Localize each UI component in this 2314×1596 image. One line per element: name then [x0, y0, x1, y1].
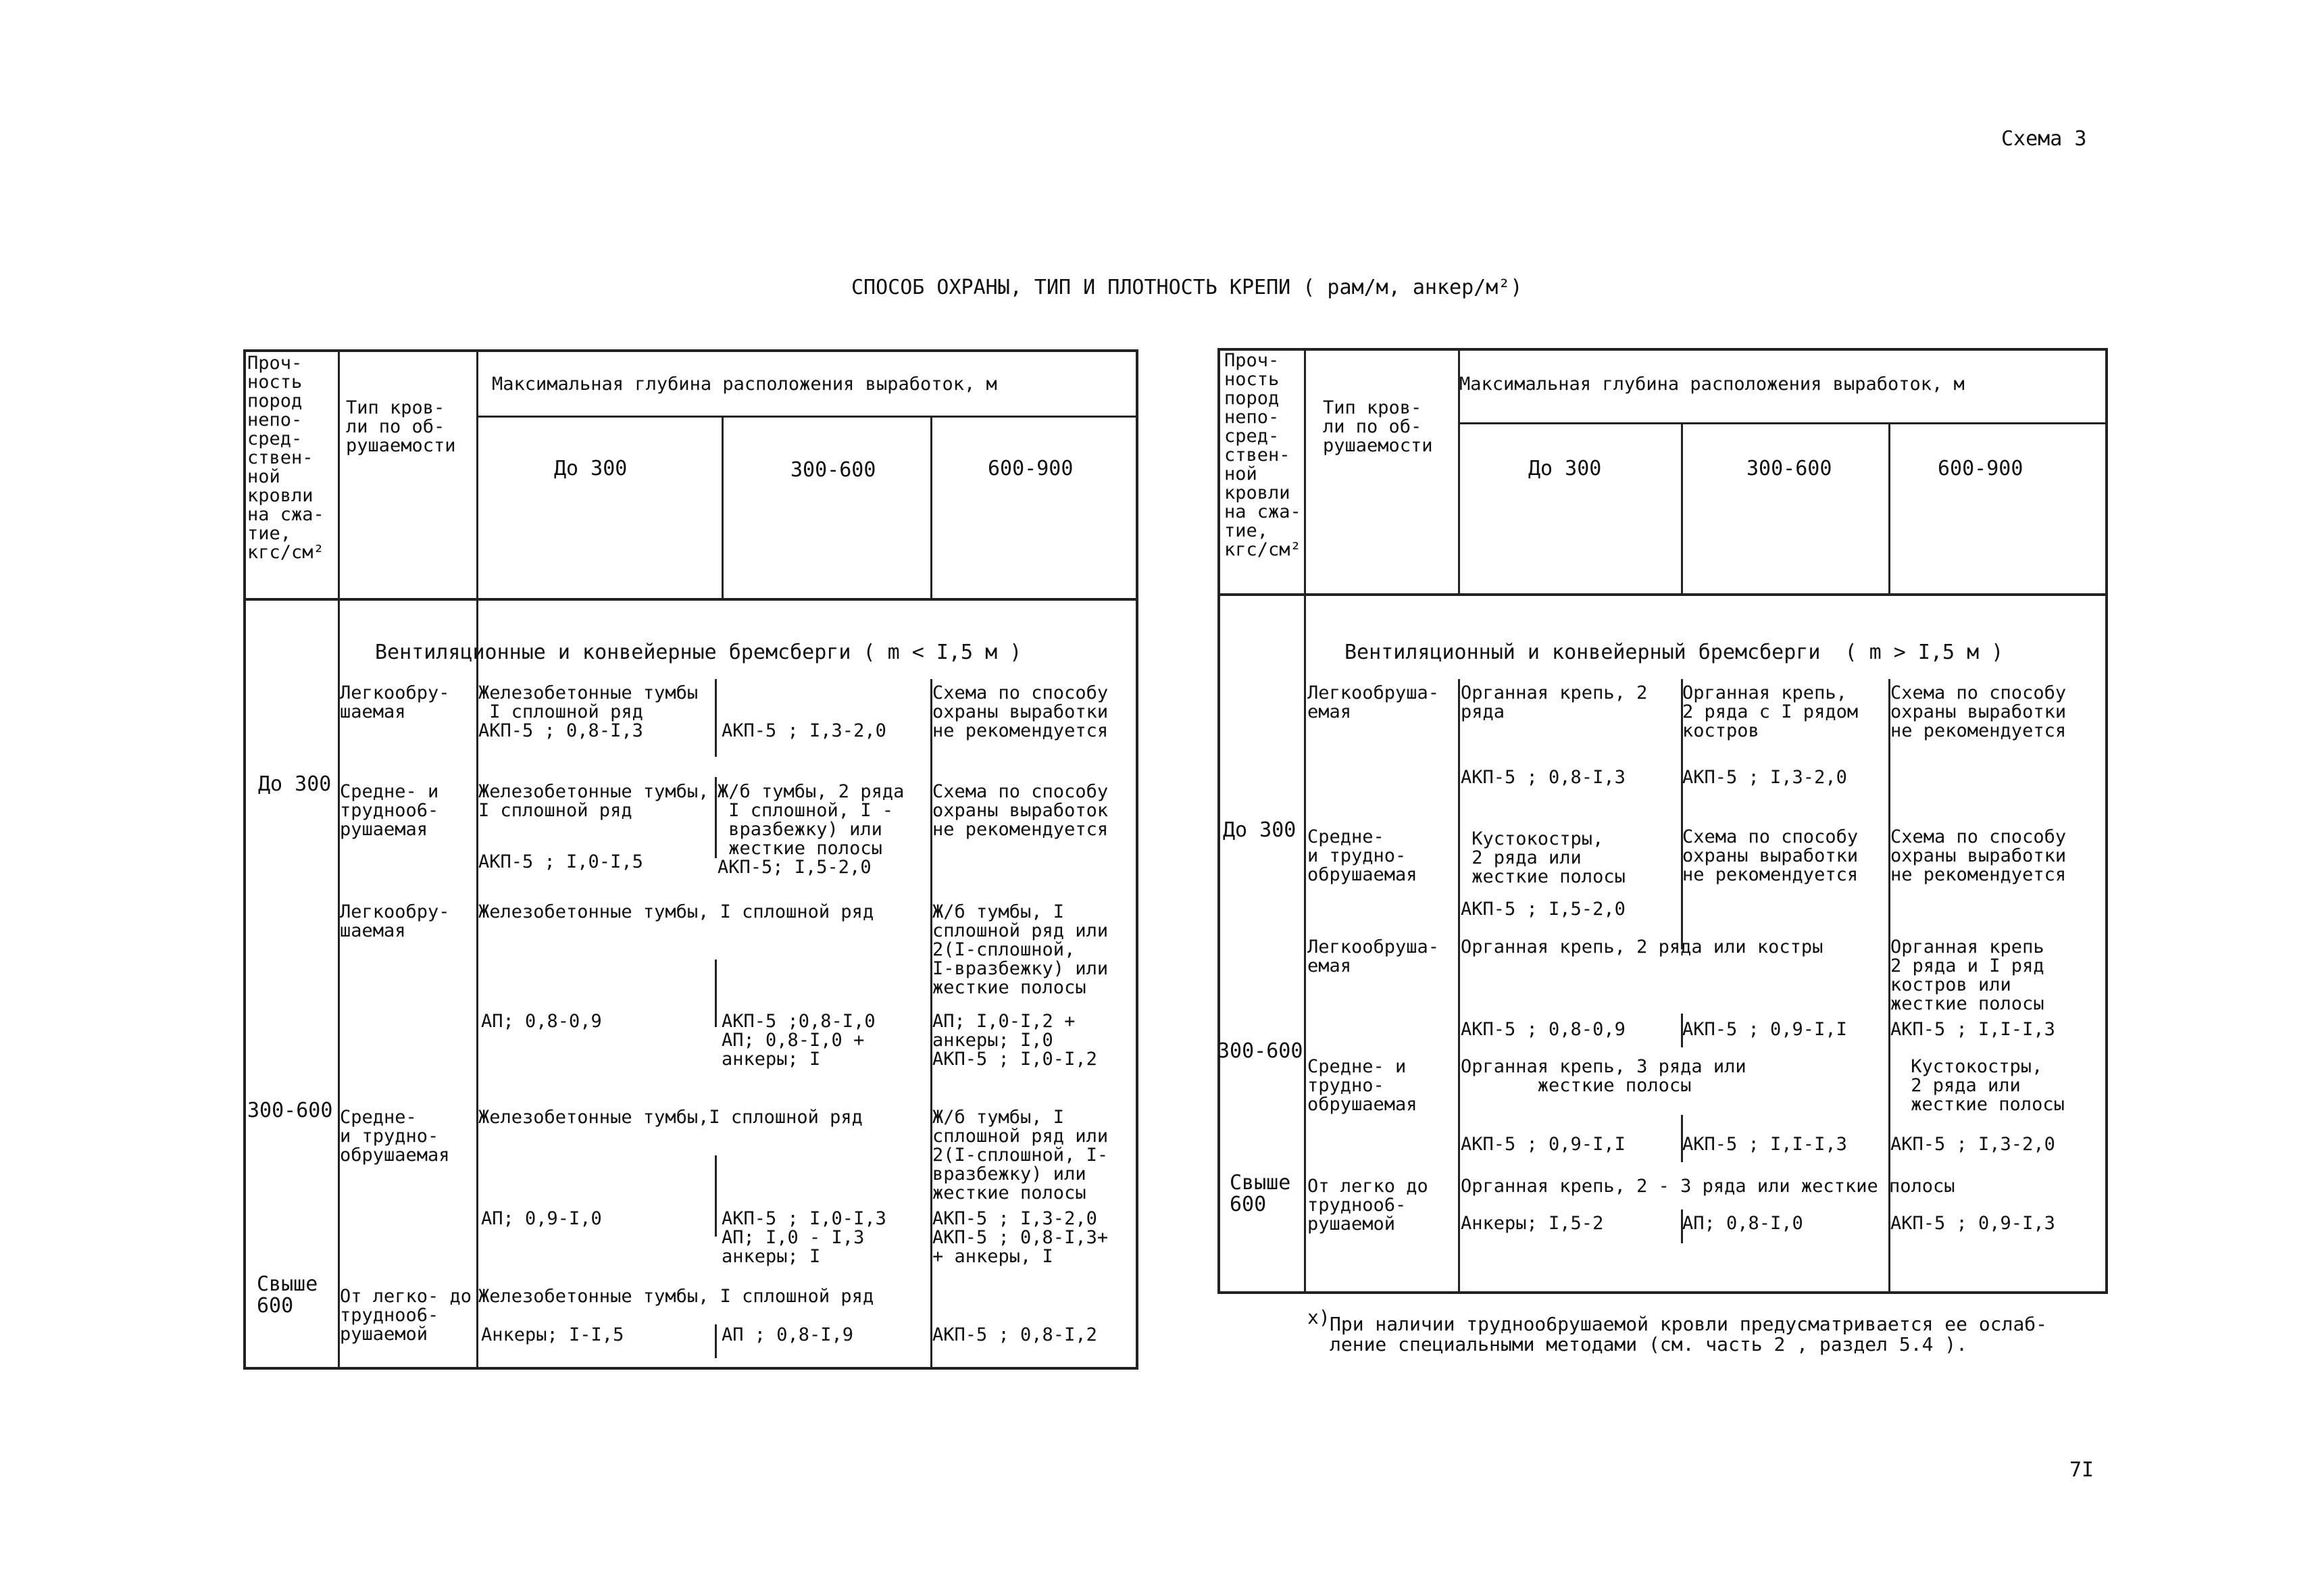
right-r4-c3b: АКП-5 ; I,3-2,0: [1890, 1134, 2055, 1155]
left-r2-type: Средне- и трудноо6- рушаемая: [340, 781, 439, 840]
right-r5-c3b: АКП-5 ; 0,9-I,3: [1890, 1213, 2055, 1234]
left-g3-strength: Свыше 600: [257, 1272, 318, 1318]
left-r4-type: Средне- и трудно- обрушаемая: [340, 1107, 450, 1166]
right-r3-c3: Органная крепь 2 ряда и I ряд костров или жесткие полосы: [1890, 937, 2044, 1014]
right-depth-2: 300-600: [1746, 457, 1832, 480]
left-r3-c1b: АП; 0,8-0,9: [481, 1011, 602, 1032]
left-r1-type: Легкообру- шаемая: [340, 682, 450, 722]
right-r2-c3: Схема по способу охраны выработки не рекомендуется: [1890, 826, 2067, 885]
left-r2-c1b: АКП-5 ; I,0-I,5: [478, 851, 643, 872]
left-g1-strength: До 300: [258, 772, 332, 796]
left-r4-c2b: АКП-5 ; I,0-I,3 АП; I,0 - I,3 анкеры; I: [722, 1208, 886, 1267]
left-r4-c1b: АП; 0,9-I,0: [481, 1208, 602, 1229]
right-col-roof-type: Тип кров- ли по об- рушаемости: [1323, 397, 1433, 456]
right-g2-strength: 300-600: [1217, 1039, 1303, 1063]
left-r5-c12: Железобетонные тумбы, I сплошной ряд: [478, 1286, 874, 1307]
right-r3-c12: Органная крепь, 2 ряда или костры: [1461, 937, 1823, 957]
left-r2-c1: Железобетонные тумбы, I сплошной ряд: [478, 781, 709, 821]
right-r3-c2b: АКП-5 ; 0,9-I,I: [1682, 1019, 1847, 1040]
left-r5-c2b: АП ; 0,8-I,9: [722, 1324, 854, 1345]
right-r1-c2: Органная крепь, 2 ряда с I рядом костров: [1682, 682, 1859, 741]
right-depth-1: До 300: [1528, 457, 1602, 480]
right-r2-c1b: АКП-5 ; I,5-2,0: [1461, 899, 1626, 920]
right-r3-c1b: АКП-5 ; 0,8-0,9: [1461, 1019, 1626, 1040]
left-r2-c3: Схема по способу охраны выработок не рекомендуется: [932, 781, 1109, 840]
right-col-depth: Максимальная глубина расположения выработок, м: [1459, 374, 1965, 395]
right-r4-c2b: АКП-5 ; I,I-I,3: [1682, 1134, 1847, 1155]
right-r1-c2b: АКП-5 ; I,3-2,0: [1682, 767, 1847, 788]
left-col-strength: Проч- ность пород непо- сред- ствен- ной кровли на сжа- тие, кгс/см²: [247, 353, 324, 563]
page-number: 7I: [2069, 1458, 2094, 1482]
right-r5-c2b: АП; 0,8-I,0: [1682, 1213, 1803, 1234]
left-col-roof-type: Тип кров- ли по об- рушаемости: [346, 397, 456, 456]
right-r1-c1b: АКП-5 ; 0,8-I,3: [1461, 767, 1626, 788]
left-r3-c3: Ж/б тумбы, I сплошной ряд или 2(I-сплошной, I-вразбежку) или жесткие полосы: [932, 901, 1109, 998]
left-r4-c12: Железобетонные тумбы,I сплошной ряд: [478, 1107, 863, 1128]
left-r3-c2b: АКП-5 ;0,8-I,0 АП; 0,8-I,0 + анкеры; I: [722, 1011, 876, 1070]
right-r1-type: Легкообруша- емая: [1307, 682, 1440, 722]
left-col-depth: Максимальная глубина расположения выработок, м: [492, 374, 997, 395]
left-r5-c3b: АКП-5 ; 0,8-I,2: [932, 1324, 1097, 1345]
footnote-text: При наличии трудноо6рушаемой кровли предусматривается ее ослаб- ление специальными методами (см. часть 2 , раздел 5.4 ).: [1330, 1313, 2048, 1355]
right-r4-c12: Органная крепь, 3 ряда или жесткие полосы: [1461, 1056, 1746, 1096]
left-r5-type: От легко- до трудноо6- рушаемой: [340, 1286, 472, 1345]
footnote-mark: x): [1307, 1306, 1330, 1328]
right-r4-c3: Кустокостры, 2 ряда или жесткие полосы: [1911, 1056, 2065, 1115]
left-r1-c1: Железобетонные тумбы I сплошной ряд АКП-5 ; 0,8-I,3: [478, 682, 699, 741]
right-r4-type: Средне- и трудно- обрушаемая: [1307, 1056, 1417, 1115]
right-r5-c123: Органная крепь, 2 - 3 ряда или жесткие полосы: [1461, 1176, 1955, 1197]
left-section-title: Вентиляционные и конвейерные бремсберги ( m < I,5 м ): [375, 641, 1022, 664]
left-r4-c3b: АКП-5 ; I,3-2,0 АКП-5 ; 0,8-I,3+ + анкеры, I: [932, 1208, 1109, 1267]
right-g1-strength: До 300: [1223, 818, 1297, 842]
left-g2-strength: 300-600: [247, 1099, 333, 1122]
left-depth-1: До 300: [554, 457, 628, 480]
left-r3-type: Легкообру- шаемая: [340, 901, 450, 941]
right-r2-type: Средне- и трудно- обрушаемая: [1307, 826, 1417, 885]
left-r1-c3: Схема по способу охраны выработки не рекомендуется: [932, 682, 1109, 741]
schema-label: Схема 3: [2001, 127, 2087, 151]
left-depth-2: 300-600: [790, 458, 876, 482]
right-depth-3: 600-900: [1938, 457, 2023, 480]
left-r3-c12: Железобетонные тумбы, I сплошной ряд: [478, 901, 874, 922]
left-r1-c2: АКП-5 ; I,3-2,0: [722, 720, 886, 741]
right-r2-c2: Схема по способу охраны выработки не рекомендуется: [1682, 826, 1859, 885]
right-r2-c1: Кустокостры, 2 ряда или жесткие полосы: [1472, 828, 1626, 887]
right-r1-c1: Органная крепь, 2 ряда: [1461, 682, 1648, 722]
right-r1-c3: Схема по способу охраны выработки не рекомендуется: [1890, 682, 2067, 741]
left-depth-3: 600-900: [988, 457, 1074, 480]
right-col-strength: Проч- ность пород непо- сред- ствен- ной кровли на сжа- тие, кгс/см²: [1224, 350, 1301, 560]
right-r5-type: От легко до трудноо6- рушаемой: [1307, 1176, 1428, 1235]
right-r3-type: Легкообруша- емая: [1307, 937, 1440, 976]
right-r3-c3b: АКП-5 ; I,I-I,3: [1890, 1019, 2055, 1040]
left-r4-c3: Ж/б тумбы, I сплошной ряд или 2(I-сплошной, I- вразбежку) или жесткие полосы: [932, 1107, 1109, 1203]
right-g3-strength: Свыше 600: [1230, 1171, 1291, 1216]
right-section-title: Вентиляционный и конвейерный бремсберги ( m > I,5 м ): [1344, 641, 2004, 664]
left-r5-c1b: Анкеры; I-I,5: [481, 1324, 624, 1345]
left-r2-c2: Ж/б тумбы, 2 ряда I сплошной, I - вразбежку) или жесткие полосы АКП-5; I,5-2,0: [718, 781, 905, 878]
page-title: СПОСОБ ОХРАНЫ, ТИП И ПЛОТНОСТЬ КРЕПИ ( рам/м, анкер/м²): [851, 276, 1523, 299]
left-r3-c3b: АП; I,0-I,2 + анкеры; I,0 АКП-5 ; I,0-I,2: [932, 1011, 1097, 1070]
right-r5-c1b: Анкеры; I,5-2: [1461, 1213, 1604, 1234]
right-r4-c1b: АКП-5 ; 0,9-I,I: [1461, 1134, 1626, 1155]
